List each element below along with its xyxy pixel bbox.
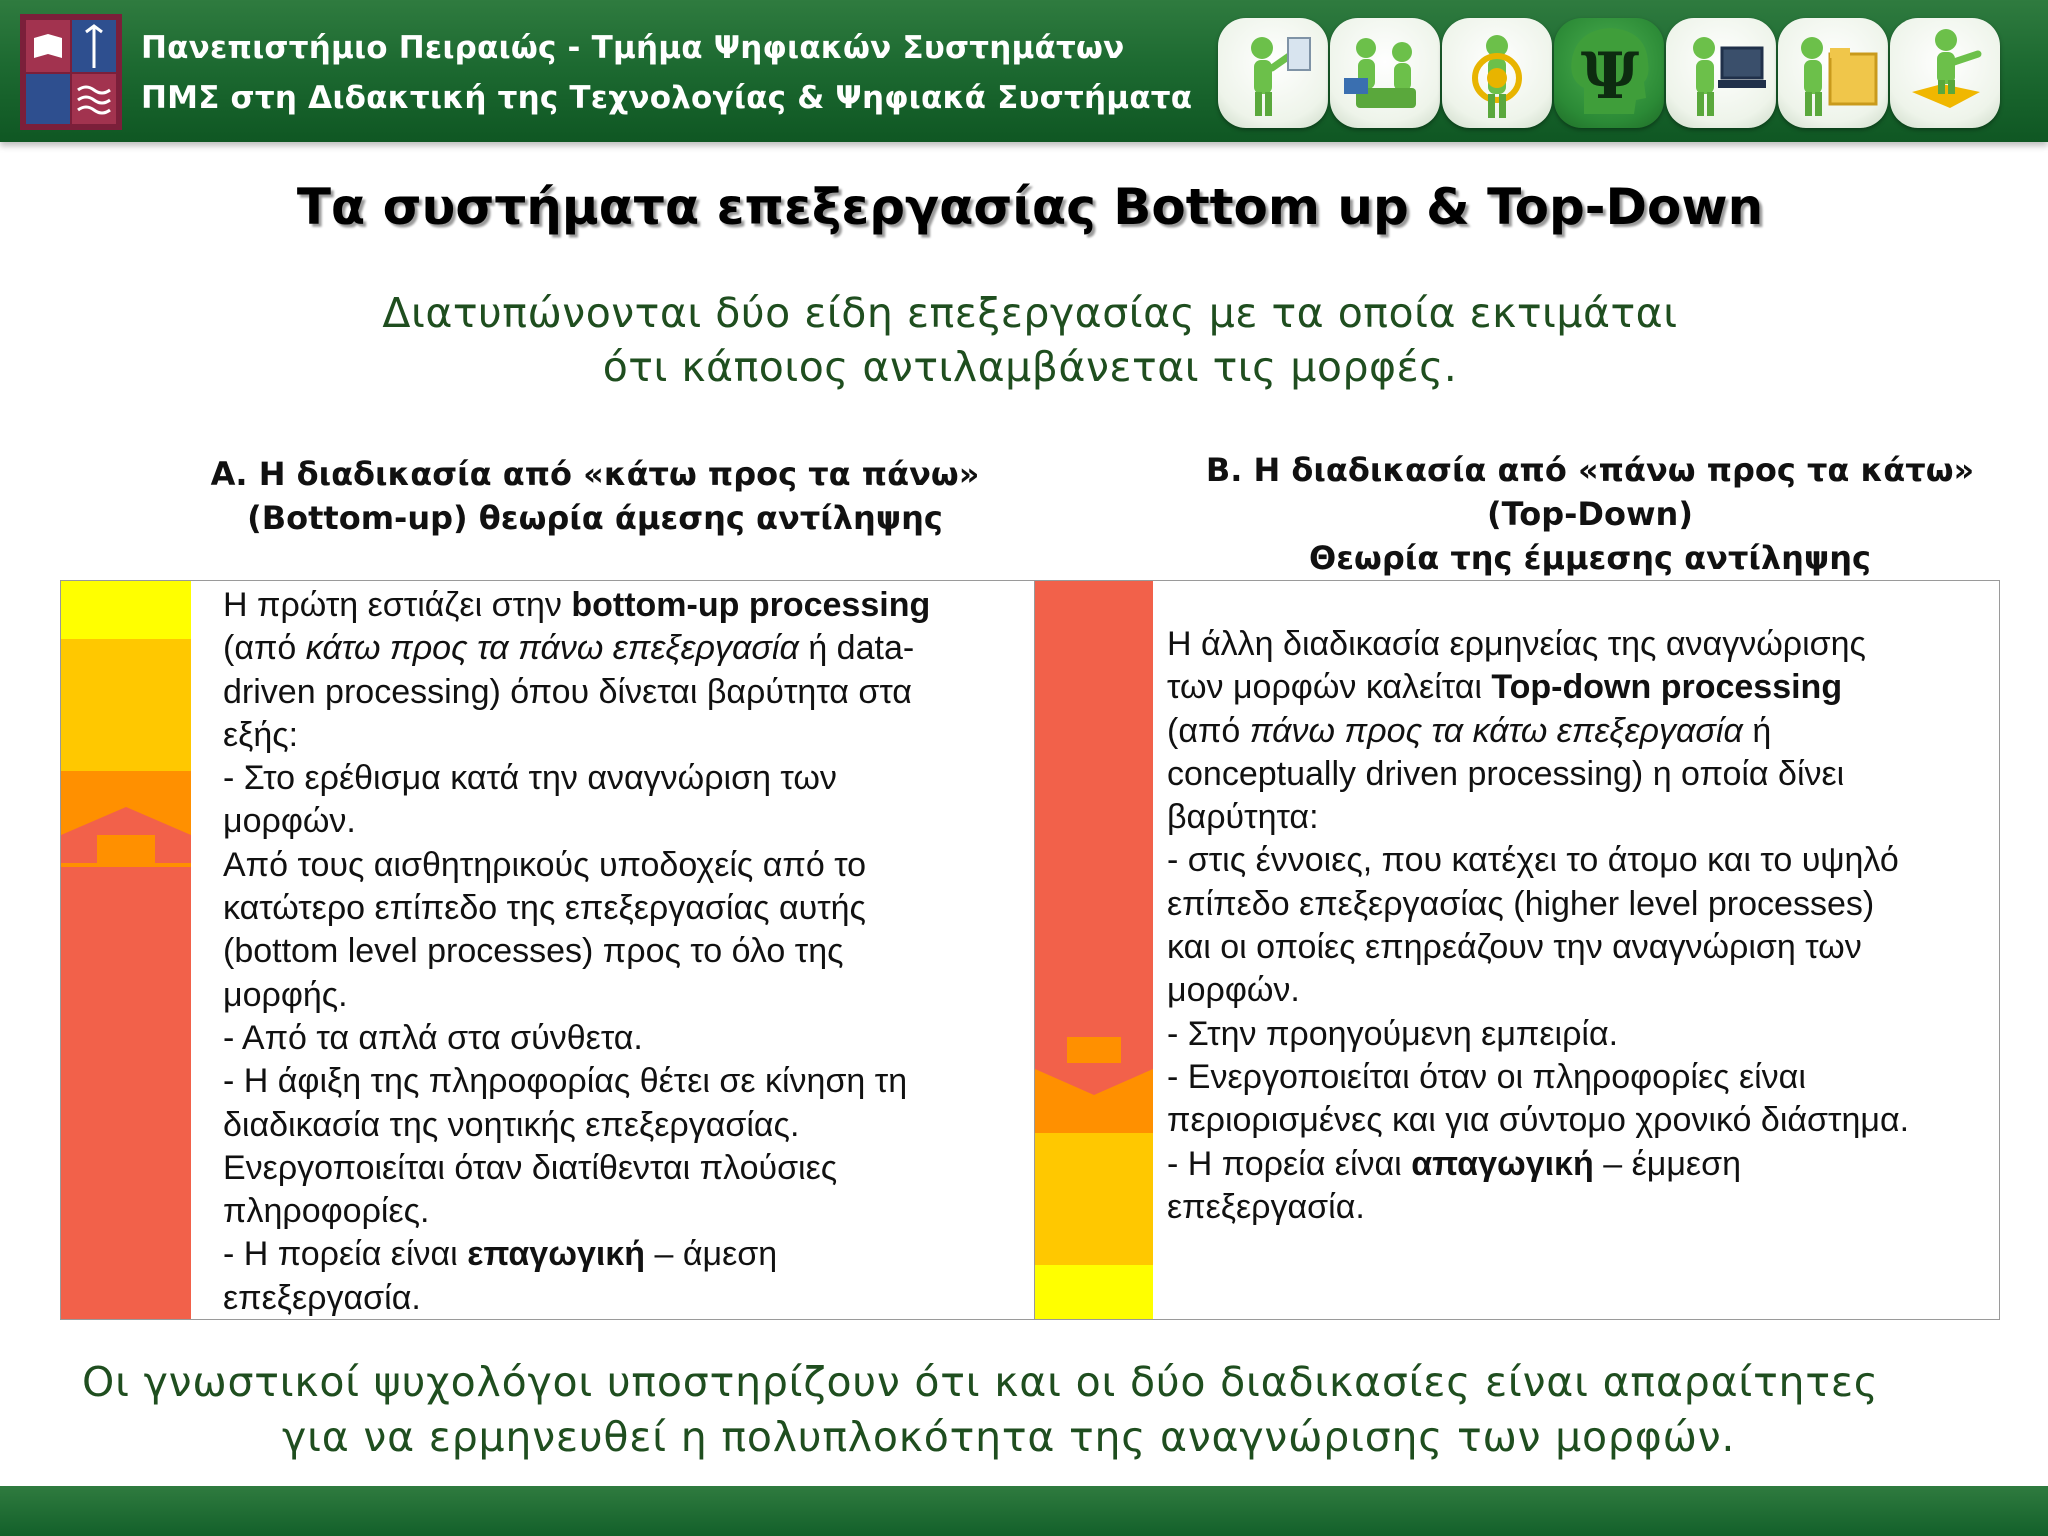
psi-symbol: Ψ [1580, 39, 1640, 114]
text-line: μορφών. [223, 802, 356, 841]
text-line: - Στο ερέθισμα κατά την αναγνώριση των [223, 759, 837, 798]
text-line: - Από τα απλά στα σύνθετα. [223, 1018, 643, 1057]
header-banner [0, 0, 2048, 142]
text-line: περιορισμένες και για σύντομο χρονικό διάστημα. [1167, 1101, 1910, 1140]
conclusion-line-2: για να ερμηνευθεί η πολυπλοκότητα της αναγνώρισης των μορφών. [282, 1413, 1736, 1461]
slide-subtitle [0, 286, 2048, 394]
text-line: Από τους αισθητηρικούς υποδοχείς από το [223, 845, 867, 884]
column-a-heading [160, 452, 1030, 540]
up-arrow-bar [61, 581, 191, 1319]
text-line: επεξεργασία. [223, 1278, 421, 1317]
text-line: - Ενεργοποιείται όταν οι πληροφορίες είναι [1167, 1057, 1806, 1096]
column-b-heading-line-2: (Top-Down) [1487, 495, 1693, 533]
figures-talking-icon [1330, 18, 1440, 128]
text-line: εξής: [223, 715, 299, 754]
text-run: (από [223, 629, 306, 668]
italic-term: πάνω προς τα κάτω επεξεργασία [1249, 711, 1743, 750]
top-down-box [1034, 580, 2000, 1320]
text-line: (bottom level processes) προς το όλο της [223, 932, 844, 971]
text-line: conceptually driven processing) η οποία δίνει [1167, 754, 1845, 793]
text-run: – έμμεση [1593, 1144, 1741, 1183]
bottom-up-description [223, 584, 1031, 1320]
column-a-heading-line-1: Α. Η διαδικασία από «κάτω προς τα πάνω» [210, 455, 980, 493]
text-line: Ενεργοποιείται όταν διατίθενται πλούσιες [223, 1148, 838, 1187]
text-line: - Στην προηγούμενη εμπειρία. [1167, 1014, 1619, 1053]
text-line: - στις έννοιες, που κατέχει το άτομο και το υψηλό [1167, 841, 1899, 880]
bottom-up-box [60, 580, 1036, 1320]
conclusion-line-1: Οι γνωστικοί ψυχολόγοι υποστηρίζουν ότι και οι δύο διαδικασίες είναι απαραίτητες [82, 1358, 1879, 1406]
university-logo [20, 14, 122, 130]
text-line: και οι οποίες επηρεάζουν την αναγνώριση των [1167, 928, 1862, 967]
text-run: των μορφών καλείται [1167, 668, 1492, 707]
text-run: (από [1167, 711, 1250, 750]
column-b-heading [1150, 448, 2030, 580]
figure-teaching-icon [1218, 18, 1328, 128]
text-run: ή [1742, 711, 1772, 750]
text-line: - Η άφιξη της πληροφορίας θέτει σε κίνηση τη [223, 1062, 908, 1101]
figure-folder-icon [1778, 18, 1888, 128]
figure-computer-icon [1666, 18, 1776, 128]
italic-term: κάτω προς τα πάνω επεξεργασία [305, 629, 799, 668]
conclusion-text [0, 1355, 2048, 1465]
bottom-up-term: bottom-up processing [571, 586, 931, 624]
text-line: Η άλλη διαδικασία ερμηνείας της αναγνώρισης [1167, 625, 1866, 663]
text-line: κατώτερο επίπεδο της επεξεργασίας αυτής [223, 889, 866, 928]
text-line: επίπεδο επεξεργασίας (higher level processes) [1167, 884, 1875, 923]
subtitle-line-1: Διατυπώνονται δύο είδη επεξεργασίας με τα οποία εκτιμάται [382, 289, 1678, 337]
subtitle-line-2: ότι κάποιος αντιλαμβάνεται τις μορφές. [602, 343, 1458, 391]
text-run: ή data- [798, 629, 915, 668]
inductive-term: επαγωγική [467, 1235, 646, 1274]
figure-target-icon [1442, 18, 1552, 128]
text-run: - Η πορεία είναι [1167, 1144, 1412, 1183]
text-run: – άμεση [645, 1235, 778, 1274]
deductive-term: απαγωγική [1411, 1144, 1594, 1183]
header-program-line: ΠΜΣ στη Διδακτική της Τεχνολογίας & Ψηφιακά Συστήματα [141, 80, 1193, 116]
text-line: διαδικασία της νοητικής επεξεργασίας. [223, 1105, 800, 1144]
column-a-heading-line-2: (Bottom-up) θεωρία άμεσης αντίληψης [247, 499, 943, 537]
psi-head-icon [1554, 18, 1664, 128]
text-line: μορφών. [1167, 971, 1300, 1010]
text-line: driven processing) όπου δίνεται βαρύτητα στα [223, 672, 912, 711]
footer-bar [0, 1486, 2048, 1536]
text-run: - Η πορεία είναι [223, 1235, 468, 1274]
column-b-heading-line-1: Β. Η διαδικασία από «πάνω προς τα κάτω» [1205, 451, 1975, 489]
text-run: Η πρώτη εστιάζει στην [223, 586, 572, 624]
down-arrow-bar [1035, 581, 1153, 1319]
text-line: επεξεργασία. [1167, 1187, 1365, 1226]
top-down-term: Top-down processing [1491, 668, 1843, 707]
figure-puzzle-icon [1890, 18, 2000, 128]
text-line: πληροφορίες. [223, 1192, 430, 1231]
slide-title: Τα συστήματα επεξεργασίας Bottom up & Top-Down [296, 178, 1764, 236]
text-line: μορφής. [223, 975, 348, 1014]
header-university-line: Πανεπιστήμιο Πειραιώς - Τμήμα Ψηφιακών Συστημάτων [141, 30, 1125, 66]
text-line: βαρύτητα: [1167, 798, 1319, 837]
column-b-heading-line-3: Θεωρία της έμμεσης αντίληψης [1308, 539, 1872, 577]
top-down-description [1167, 623, 1989, 1229]
